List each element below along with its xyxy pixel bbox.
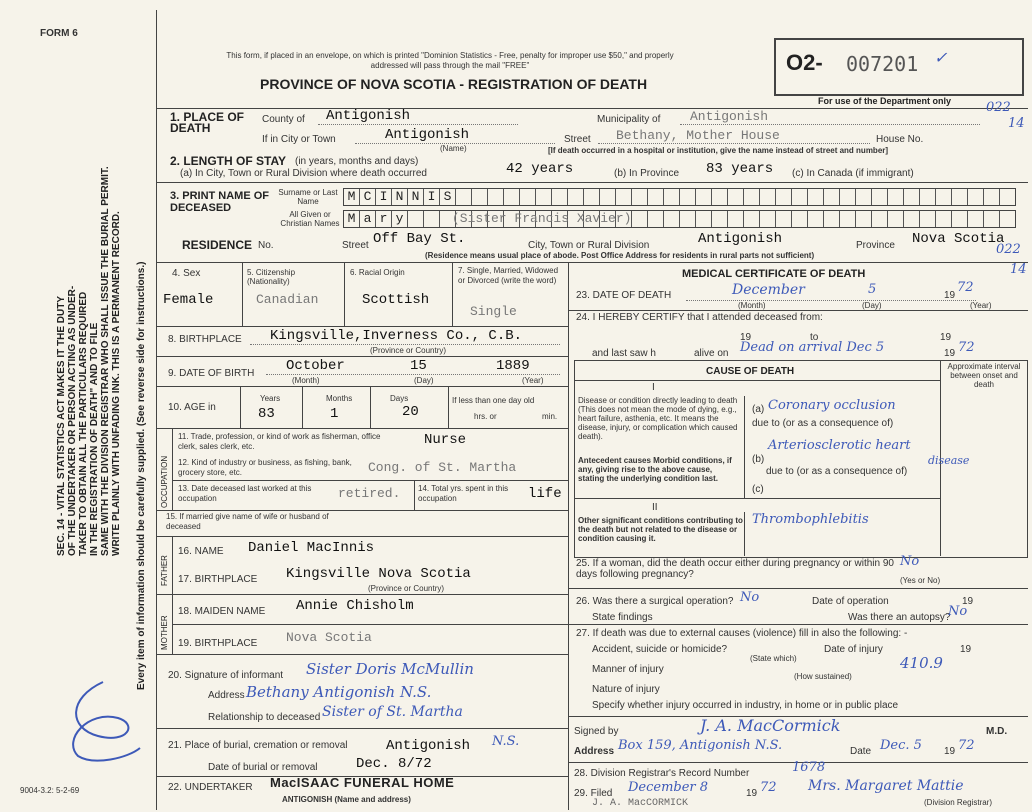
last-saw-label: and last saw h — [592, 348, 656, 359]
registration-number: 007201 — [846, 52, 919, 76]
municipality-label: Municipality of — [597, 114, 661, 125]
dod-month: December — [732, 282, 805, 298]
burial-date-value: Dec. 8/72 — [356, 756, 432, 772]
stay-a-value: 42 years — [506, 161, 574, 177]
residence-note: (Residence means usual place of abode. Post Office Address for residents in rural parts not sufficient) — [425, 251, 815, 260]
side-note: Every item of information should be carefully supplied. (See reverse side for instructions.) — [136, 261, 147, 690]
city-value: Antigonish — [385, 127, 470, 143]
operation-date-label: Date of operation — [812, 596, 889, 607]
cause-a-label: (a) — [752, 404, 765, 415]
doctor-address-label: Address — [574, 746, 615, 757]
dod-year-sub: (Year) — [970, 301, 992, 310]
cause-of-death-title: CAUSE OF DEATH — [706, 366, 795, 377]
yes-no-sub: (Yes or No) — [900, 576, 941, 585]
cause-b-label: (b) — [752, 454, 765, 465]
stay-c-label: (c) In Canada (if immigrant) — [792, 168, 914, 179]
md-label: M.D. — [986, 726, 1008, 737]
racial-label: 6. Racial Origin — [350, 268, 405, 277]
form-title: PROVINCE OF NOVA SCOTIA - REGISTRATION OF DEATH — [260, 76, 648, 92]
roman-two: II — [652, 502, 658, 513]
length-of-stay-sub: (in years, months and days) — [295, 156, 419, 167]
other-conditions-value: Thrombophlebitis — [752, 512, 869, 527]
check-mark-icon: ✓ — [934, 48, 948, 67]
informant-signature-value: Sister Doris McMullin — [306, 660, 474, 678]
dob-month: October — [286, 358, 345, 374]
injury-date-label: Date of injury — [824, 644, 883, 655]
form-number: FORM 6 — [40, 28, 78, 39]
undertaker-sub: ANTIGONISH (Name and address) — [282, 795, 411, 804]
residence-street-label: Street — [342, 240, 369, 251]
industry-label: 12. Kind of industry or business, as fishing, bank, grocery store, etc. — [178, 458, 352, 477]
pregnancy-value: No — [900, 554, 920, 569]
operation-year: 19 — [962, 596, 974, 607]
street-value: Bethany, Mother House — [616, 128, 780, 143]
dod-day: 5 — [868, 282, 877, 297]
municipality-value: Antigonish — [690, 109, 769, 124]
age-years-value: 83 — [258, 406, 275, 422]
age-label: 10. AGE in — [168, 402, 216, 413]
dob-year: 1889 — [496, 358, 530, 374]
dob-year-sub: (Year) — [522, 376, 544, 385]
marital-label: 7. Single, Married, Widowed or Divorced (write the word) — [458, 266, 559, 285]
due-to-b: due to (or as a consequence of) — [766, 466, 908, 477]
other-conditions-label: Other significant conditions contributing to the death but not related to the disease or condition causing it. — [578, 516, 743, 543]
dept-code-3: 022 — [996, 242, 1021, 257]
dept-note: For use of the Department only — [818, 96, 952, 106]
sex-label: 4. Sex — [172, 268, 201, 279]
undertaker-name: MacISAAC FUNERAL HOME — [270, 775, 455, 790]
hrs-label: hrs. or — [474, 412, 497, 421]
total-years-label: 14. Total yrs. spent in this occupation — [418, 484, 509, 503]
age-years-label: Years — [260, 394, 281, 403]
specify-label: Specify whether injury occurred in industry, in home or in public place — [592, 700, 899, 711]
street-label: Street — [564, 134, 591, 145]
medical-title: MEDICAL CERTIFICATE OF DEATH — [682, 268, 866, 280]
doctor-address-value: Box 159, Antigonish N.S. — [618, 738, 783, 753]
burial-place-hand: N.S. — [492, 734, 520, 749]
certify-from-year: 19 — [740, 332, 752, 343]
autopsy-label: Was there an autopsy? — [848, 612, 951, 623]
undertaker-label: 22. UNDERTAKER — [168, 782, 253, 793]
dob-day: 15 — [410, 358, 427, 374]
due-to-a: due to (or as a consequence of) — [752, 418, 894, 429]
nature-label: Nature of injury — [592, 684, 660, 695]
dod-day-sub: (Day) — [862, 301, 882, 310]
autopsy-value: No — [948, 604, 968, 619]
filed-value: December 8 — [628, 780, 709, 795]
city-label: If in City or Town — [262, 134, 336, 145]
citizenship-value: Canadian — [256, 292, 319, 307]
trade-label: 11. Trade, profession, or kind of work as fisherman, office clerk, sales clerk, etc. — [178, 432, 381, 451]
age-months-value: 1 — [330, 406, 339, 422]
relationship-label: Relationship to deceased — [208, 712, 321, 723]
house-label: House No. — [876, 134, 924, 145]
antecedent-label: Antecedent causes Morbid conditions, if any, giving rise to the above cause, stating the underlying condition last. — [578, 456, 732, 483]
dod-year-prefix: 19 — [944, 290, 956, 301]
relationship-value: Sister of St. Martha — [322, 704, 463, 720]
surgery-value: No — [740, 590, 760, 605]
registrar-value: Mrs. Margaret Mattie — [808, 778, 964, 794]
length-of-stay-label: 2. LENGTH OF STAY — [170, 154, 287, 168]
place-of-death-label: 1. PLACE OF DEATH — [170, 110, 245, 135]
column-divider — [568, 262, 569, 810]
residence-label: RESIDENCE — [182, 238, 253, 252]
residence-province: Nova Scotia — [912, 231, 1005, 247]
residence-city: Antigonish — [698, 231, 783, 247]
dob-month-sub: (Month) — [292, 376, 320, 385]
pregnancy-label: 25. If a woman, did the death occur either during pregnancy or within 90 days following pregnancy? — [576, 558, 894, 580]
last-year: 72 — [958, 340, 975, 355]
residence-no-label: No. — [258, 240, 274, 251]
occupation-side-label: OCCUPATION — [160, 455, 169, 508]
dod-month-sub: (Month) — [738, 301, 766, 310]
signed-by-label: Signed by — [574, 726, 619, 737]
surgery-label: 26. Was there a surgical operation? — [576, 596, 734, 607]
sign-date-label: Date — [850, 746, 872, 757]
sex-value: Female — [163, 292, 214, 308]
registration-prefix: O2- — [786, 50, 823, 75]
surname-label: Surname or Last Name — [278, 188, 338, 206]
marital-value: Single — [470, 304, 517, 319]
record-number-value: 1678 — [792, 760, 826, 775]
burial-date-label: Date of burial or removal — [208, 762, 318, 773]
informant-signature-label: 20. Signature of informant — [168, 670, 284, 681]
industry-value: Cong. of St. Martha — [368, 460, 517, 475]
stay-b-label: (b) In Province — [614, 168, 680, 179]
certify-label: 24. I HEREBY CERTIFY that I attended deceased from: — [576, 312, 823, 323]
citizenship-label: 5. Citizenship (Nationality) — [247, 268, 296, 286]
dod-year: 72 — [957, 280, 974, 295]
given-label: All Given or Christian Names — [280, 210, 340, 228]
surname-grid: M C I N N I S — [343, 188, 1016, 206]
spouse-label: 15. If married give name of wife or husband of deceased — [166, 512, 329, 531]
alive-on-value: Dead on arrival Dec 5 — [740, 340, 885, 355]
dept-code-4: 14 — [1010, 262, 1027, 277]
cause-a-value: Coronary occlusion — [768, 398, 896, 413]
stay-a-label: (a) In City, Town or Rural Division where death occurred — [180, 168, 427, 179]
header-divider — [156, 108, 1028, 109]
interval-label: Approximate interval between onset and death — [947, 362, 1021, 389]
residence-province-label: Province — [856, 240, 895, 251]
how-sustained-sub: (How sustained) — [794, 672, 852, 681]
informant-address-value: Bethany Antigonish N.S. — [246, 683, 432, 701]
county-label: County of — [262, 114, 305, 125]
sign-year-prefix: 19 — [944, 746, 956, 757]
state-which-sub: (State which) — [750, 654, 797, 663]
name-sub: (Name) — [440, 144, 467, 153]
father-name-value: Daniel MacInnis — [248, 540, 375, 556]
mother-maiden-value: Annie Chisholm — [296, 598, 414, 614]
mother-birthplace-value: Nova Scotia — [286, 630, 372, 645]
intro-note: This form, if placed in an envelope, on which is printed "Dominion Statistics - Free, penalty for improper use $50," and properly addressed will pass through the mail "FREE" — [226, 51, 674, 70]
birthplace-label: 8. BIRTHPLACE — [168, 334, 242, 345]
accident-label: Accident, suicide or homicide? — [592, 644, 728, 655]
father-birthplace-value: Kingsville Nova Scotia — [286, 566, 471, 582]
given-extra: (Sister Francis Xavier) — [452, 211, 632, 226]
age-days-label: Days — [390, 394, 409, 403]
last-worked-label: 13. Date deceased last worked at this occupation — [178, 484, 312, 503]
birthplace-value: Kingsville,Inverness Co., C.B. — [270, 328, 523, 344]
mother-side-label: MOTHER — [160, 615, 169, 650]
signature-scribble — [58, 678, 148, 766]
informant-address-label: Address — [208, 690, 245, 701]
cause-c-label: (c) — [752, 484, 764, 495]
age-days-value: 20 — [402, 404, 419, 420]
age-months-label: Months — [326, 394, 353, 403]
hospital-note: [If death occurred in a hospital or institution, give the name instead of street and number] — [548, 146, 889, 155]
dept-code-2: 14 — [1008, 116, 1025, 131]
dob-day-sub: (Day) — [414, 376, 434, 385]
burial-place-value: Antigonish — [386, 738, 471, 754]
manner-label: Manner of injury — [592, 664, 664, 675]
filed-year: 72 — [760, 780, 777, 795]
alive-on-label: alive on — [694, 348, 729, 359]
racial-value: Scottish — [362, 292, 430, 308]
sign-year: 72 — [958, 738, 975, 753]
roman-one: I — [652, 382, 655, 393]
record-number-label: 28. Division Registrar's Record Number — [574, 768, 750, 779]
given-grid: M a r y — [343, 210, 1016, 228]
dod-label: 23. DATE OF DEATH — [576, 290, 672, 301]
dept-code-1: 022 — [986, 100, 1011, 115]
external-causes-label: 27. If death was due to external causes (violence) fill in also the following: - — [576, 628, 908, 639]
form-left-border — [156, 10, 157, 810]
immediate-cause-label: Disease or condition directly leading to death (This does not mean the mode of dying, e.g., heart failure, asthenia, etc. It means the disease, injury, or complication which caused death). — [578, 396, 738, 441]
under-day-label: If less than one day old — [452, 396, 535, 405]
physician-stamp: J. A. MacCORMICK — [592, 798, 689, 809]
birthplace-sub: (Province or Country) — [370, 346, 447, 355]
sign-date-value: Dec. 5 — [880, 738, 922, 753]
print-code: 9004-3.2: 5-2-69 — [20, 786, 80, 795]
stay-b-value: 83 years — [706, 161, 774, 177]
county-value: Antigonish — [326, 108, 411, 124]
registrar-sub: (Division Registrar) — [924, 798, 993, 807]
signed-by-value: J. A. MacCormick — [700, 716, 841, 735]
last-worked-value: retired. — [338, 486, 401, 501]
cause-b-value: Arteriosclerotic heart — [768, 438, 911, 453]
residence-city-label: City, Town or Rural Division — [528, 240, 650, 251]
certify-to-year: 19 — [940, 332, 952, 343]
total-years-value: life — [528, 486, 562, 502]
father-birthplace-sub: (Province or Country) — [368, 584, 445, 593]
filed-label: 29. Filed — [574, 788, 613, 799]
findings-label: State findings — [592, 612, 653, 623]
min-label: min. — [542, 412, 558, 421]
cause-b-value2: disease — [928, 454, 970, 467]
filed-year-prefix: 19 — [746, 788, 758, 799]
certify-to: to — [810, 332, 819, 343]
father-side-label: FATHER — [160, 555, 169, 586]
trade-value: Nurse — [424, 432, 467, 448]
registration-number-box — [774, 38, 1024, 96]
burial-place-label: 21. Place of burial, cremation or removal — [168, 740, 348, 751]
injury-year: 19 — [960, 644, 972, 655]
father-name-label: 16. NAME — [178, 546, 224, 557]
mother-maiden-label: 18. MAIDEN NAME — [178, 606, 266, 617]
print-name-label: 3. PRINT NAME OF DECEASED — [170, 190, 270, 214]
manner-value: 410.9 — [900, 654, 943, 672]
side-instructions: SEC. 14 - VITAL STATISTICS ACT MAKES IT THE DUTY OF THE UNDERTAKER OR PERSON ACTING AS UNDER- TAKER TO OBTAIN ALL THE PARTICULARS REQUIRED IN THE REGISTRATION OF DEATH" AND TO FILE SAME WITH THE DIVISION REGISTRAR WHO SHALL ISSUE THE BURIAL PERMIT. WRITE PLAINLY WITH UNFADING INK. THIS IS A PERMANENT RECORD. — [56, 166, 122, 556]
dob-label: 9. DATE OF BIRTH — [168, 368, 255, 379]
last-year-prefix: 19 — [944, 348, 956, 359]
mother-birthplace-label: 19. BIRTHPLACE — [178, 638, 258, 649]
father-birthplace-label: 17. BIRTHPLACE — [178, 574, 258, 585]
residence-street: Off Bay St. — [373, 231, 466, 247]
